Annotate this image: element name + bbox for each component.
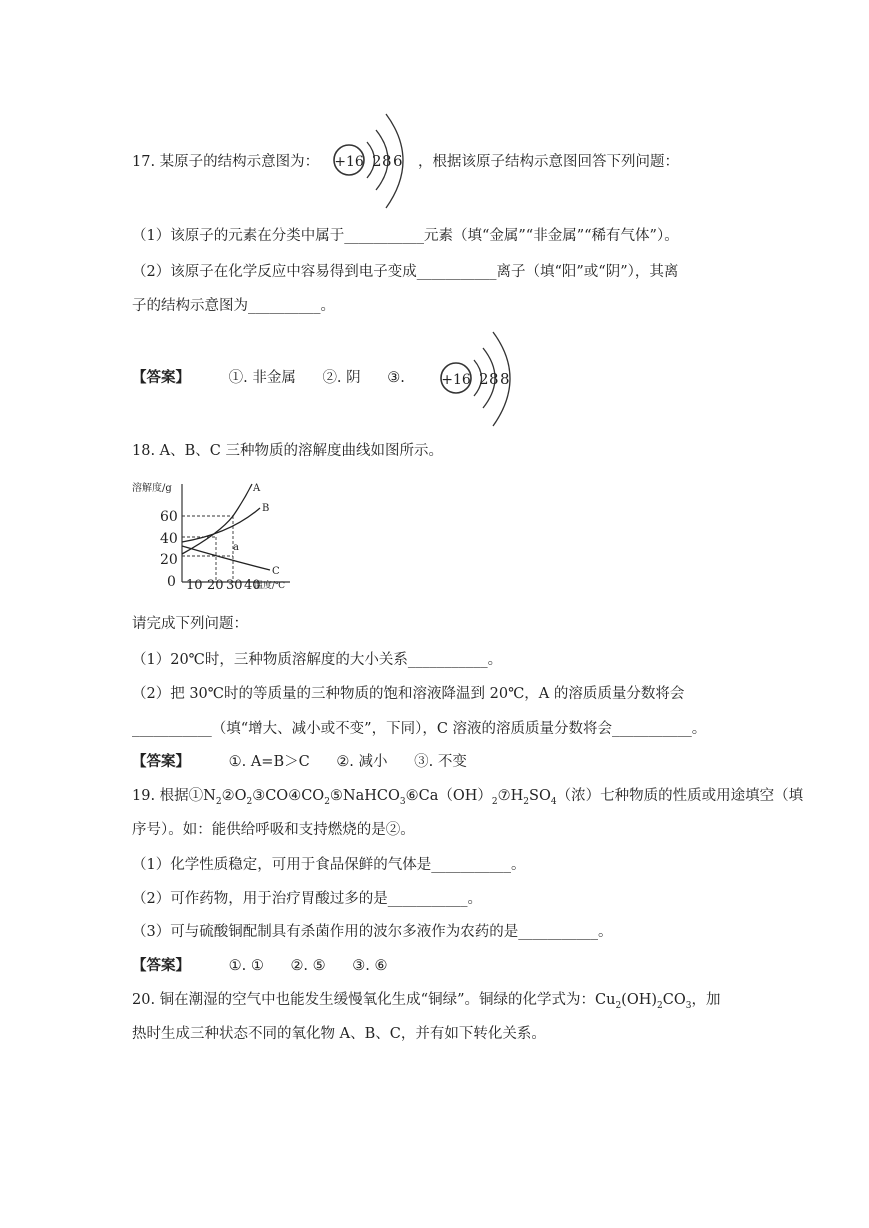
- q19-sub-h2: 2: [523, 796, 530, 807]
- q18-ytick-20: 20: [160, 552, 178, 568]
- q17-prompt-tail: ，根据该原子结构示意图回答下列问题：: [418, 154, 679, 170]
- q19-text-co2: ③CO④CO: [252, 788, 325, 804]
- q20-sub-cu2: 2: [615, 1000, 622, 1011]
- q18-curve-c-label: C: [272, 566, 280, 577]
- q19-sub-co2: 2: [324, 796, 330, 807]
- q19-answer-1: ①. ①: [228, 958, 264, 974]
- q20-text-tail: ，加: [691, 992, 721, 1008]
- q17-shell-count-3: 6: [393, 152, 403, 170]
- q18-answer-label: 【答案】: [132, 753, 190, 770]
- q19-sub-n2: 2: [215, 796, 222, 807]
- q18-xtick-30: 30: [226, 578, 243, 593]
- q18-xtick-20: 20: [207, 578, 224, 593]
- q18-answer-line: [132, 752, 467, 772]
- q19-part3: （3）可与硫酸铜配制具有杀菌作用的波尔多液作为农药的是___________。: [132, 924, 613, 940]
- q19-text-h2: ⑦H: [497, 788, 524, 804]
- q17-answer-1: ①. 非金属: [228, 370, 296, 386]
- q20-line1: [132, 990, 720, 1016]
- q18-answer-1: ①. A=B＞C: [228, 754, 310, 770]
- q20-text-a: 20. 铜在潮湿的空气中也能发生缓慢氧化生成“铜绿”。铜绿的化学式为：Cu: [132, 992, 616, 1008]
- q17-shell-count-1: 2: [372, 152, 382, 170]
- q18-answer-2: ②. 减小: [336, 754, 388, 770]
- q19-answer-3: ③. ⑥: [352, 958, 388, 974]
- q20-sub-oh2: 2: [657, 1000, 663, 1011]
- q19-sub-hco3: 3: [399, 796, 406, 807]
- q18-part2-line2: ___________（填“增大、减小或不变”，下同），C 溶液的溶质质量分数将会___________。: [132, 721, 707, 737]
- q17-answer-shell-count-1: 2: [479, 370, 489, 388]
- q17-answer-label: 【答案】: [132, 369, 190, 386]
- q19-part1: （1）化学性质稳定，可用于食品保鲜的气体是___________。: [132, 857, 526, 873]
- q18-curve-a-label: A: [253, 483, 261, 494]
- q19-text-tail: （浓）七种物质的性质或用途填空（填: [556, 788, 804, 804]
- q17-nucleus-charge: +16: [334, 154, 364, 170]
- q17-prompt-tail-line: [418, 152, 679, 172]
- q18-prompt: 18. A、B、C 三种物质的溶解度曲线如图所示。: [132, 443, 443, 459]
- q18-solubility-chart: [130, 478, 300, 594]
- q18-instruction: 请完成下列问题：: [132, 616, 248, 632]
- q18-curve-a: [182, 484, 252, 554]
- q17-shell-count-2: 8: [382, 152, 392, 170]
- q17-answer-line: [132, 368, 405, 388]
- q19-answer-label: 【答案】: [132, 957, 190, 974]
- q19-sub-o2: 2: [246, 796, 253, 807]
- q19-text-n2: 19. 根据①N: [132, 788, 216, 804]
- q17-part1: （1）该原子的元素在分类中属于___________元素（填“金属”“非金属”“稀有气体”）。: [132, 228, 679, 244]
- q18-answer-3: ③. 不变: [414, 754, 467, 770]
- q17-answer-nucleus-charge: +16: [441, 372, 471, 388]
- q20-text-co: CO: [662, 992, 686, 1008]
- q19-text-so4: SO: [529, 788, 551, 804]
- q19-line1: [132, 786, 803, 812]
- q19-answer-line: [132, 956, 387, 976]
- q17-answer-atom-diagram: [437, 326, 522, 431]
- q17-part2-line1: （2）该原子在化学反应中容易得到电子变成___________离子（填“阳”或“阴”），其离: [132, 264, 679, 280]
- q18-ytick-40: 40: [160, 531, 178, 547]
- q18-part2-line1: （2）把 30℃时的等质量的三种物质的饱和溶液降温到 20℃，A 的溶质质量分数将会: [132, 686, 685, 702]
- q20-text-oh: (OH): [621, 992, 658, 1008]
- q18-y-axis-label: 溶解度/g: [132, 483, 172, 494]
- q18-curve-b-label: B: [262, 503, 270, 514]
- q19-line2: 序号）。如：能供给呼吸和支持燃烧的是②。: [132, 822, 415, 838]
- q17-answer-2: ②. 阴: [322, 370, 361, 386]
- q18-part1: （1）20℃时，三种物质溶解度的大小关系___________。: [132, 652, 503, 668]
- q17-answer-shell-count-2: 8: [489, 370, 499, 388]
- q17-answer-3: ③.: [387, 370, 405, 386]
- q17-prompt-line: [132, 152, 319, 172]
- q19-text-o2: ②O: [221, 788, 247, 804]
- q18-ytick-0: 0: [167, 574, 176, 590]
- q18-curve-c: [182, 546, 270, 570]
- q17-answer-shell-count-3: 8: [500, 370, 510, 388]
- q19-answer-2: ②. ⑤: [290, 958, 326, 974]
- q19-sub-so4: 4: [550, 796, 557, 807]
- q17-prompt: 17. 某原子的结构示意图为：: [132, 154, 320, 170]
- q18-ytick-60: 60: [160, 509, 178, 525]
- q17-part2-line2: 子的结构示意图为__________。: [132, 298, 335, 314]
- q18-xtick-10: 10: [186, 578, 203, 593]
- q19-text-nahco3: ⑤NaHCO: [329, 788, 400, 804]
- q19-text-caoh2: ⑥Ca（OH）: [405, 788, 492, 804]
- q18-point-a-label: a: [233, 542, 239, 553]
- q19-sub-oh2: 2: [491, 796, 498, 807]
- q18-x-axis-label: 温度/℃: [254, 581, 286, 591]
- q20-line2: 热时生成三种状态不同的氧化物 A、B、C，并有如下转化关系。: [132, 1026, 546, 1042]
- q19-part2: （2）可作药物，用于治疗胃酸过多的是___________。: [132, 891, 482, 907]
- q17-atom-diagram: [330, 108, 415, 213]
- q18-xtick-40: 40: [244, 578, 261, 593]
- q20-sub-co3: 3: [685, 1000, 692, 1011]
